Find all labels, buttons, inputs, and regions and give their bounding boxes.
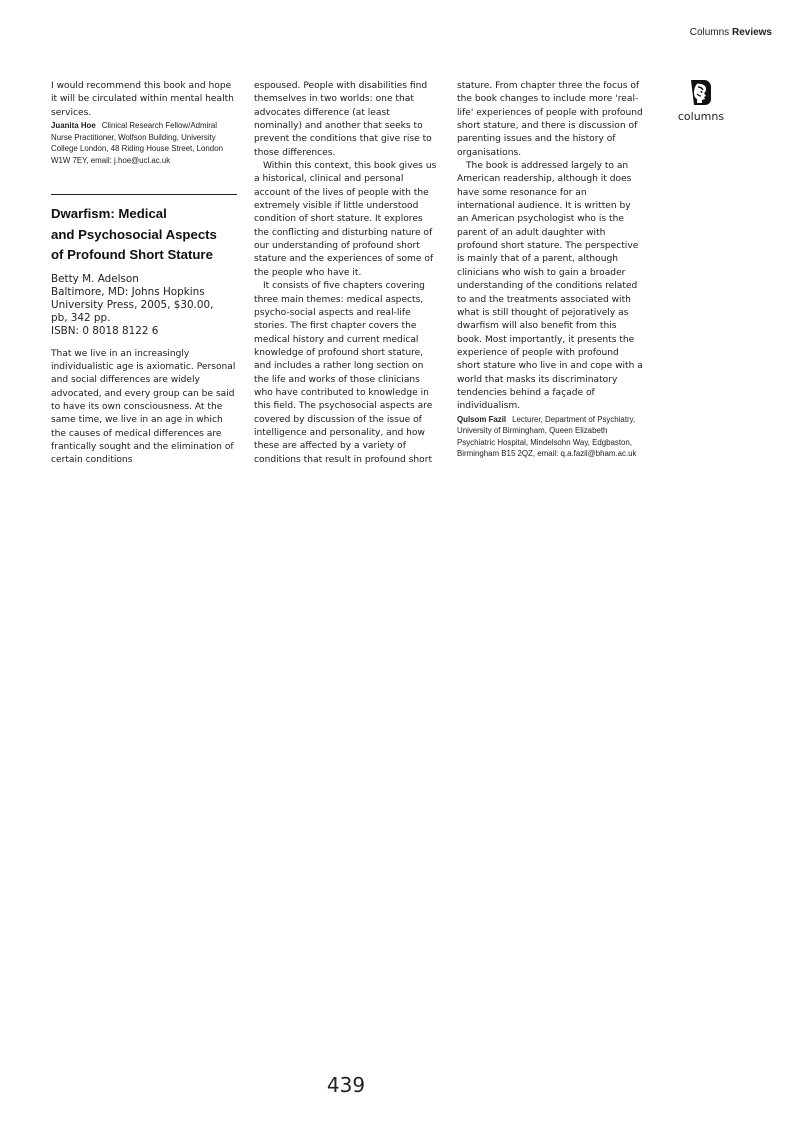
- review2-signature: [457, 414, 643, 460]
- review-paragraph-3-continued: stature. From chapter three the focus of the book changes to include more 'real-life' experiences of people with profound short stature, and there is discussion of parenting issues and the history of organisations.: [457, 81, 643, 158]
- review-paragraph-1-continued: espoused. People with disabilities find themselves in two worlds: one that advocates difference (at least nominally) and another that seeks to prevent the conditions that give rise to those differences.: [254, 81, 432, 158]
- columns-label: columns: [677, 110, 725, 123]
- columns-head-icon: [687, 77, 715, 107]
- review-paragraph-3: It consists of five chapters covering three main themes: medical aspects, psycho-social aspects and real-life stories. The first chapter covers the medical history and current medical knowledge of profound short stature, and includes a rather long section on the life and works of those clinicians who have contributed to knowledge in this field. The psychosocial aspects are covered by discussion of the issue of intelligence and personality, and how these are affected by a variety of conditions that result in profound short: [254, 281, 433, 465]
- book-title-line: of Profound Short Stature: [51, 247, 213, 263]
- review-divider: [51, 194, 237, 195]
- book-title-line: and Psychosocial Aspects: [51, 226, 217, 242]
- reviewer-details: Clinical Research Fellow/Admiral Nurse Practitioner, Wolfson Building, University College London, 48 Riding House Street, London W1W 7EY, email: j.hoe@ucl.ac.uk: [51, 121, 223, 165]
- book-publisher-line: University Press, 2005, $30.00,: [51, 298, 214, 311]
- running-head: [690, 27, 772, 38]
- book-title: [51, 204, 237, 266]
- text-column-3: [457, 80, 643, 460]
- page-number: 439: [326, 1073, 366, 1097]
- book-publisher-line: pb, 342 pp.: [51, 312, 111, 325]
- review-paragraph-1: That we live in an increasingly individualistic age is axiomatic. Personal and social differences are widely advocated, and every group can be said to have its own consciousness. At the same time, we live in an age in which the causes of medical differences are frantically sought and the elimination of certain conditions: [51, 348, 236, 466]
- book-isbn: ISBN: 0 8018 8122 6: [51, 325, 159, 338]
- columns-logo: [676, 77, 726, 123]
- reviewer-name: Qulsom Fazil: [457, 414, 507, 424]
- review1-signature: [51, 120, 237, 166]
- reviewer-details: Lecturer, Department of Psychiatry, University of Birmingham, Queen Elizabeth Psychiatric Hospital, Mindelsohn Way, Edgbaston, Birmingham B15 2QZ, email: q.a.fazil@bham.ac.uk: [457, 414, 637, 459]
- running-head-section: Columns: [689, 27, 730, 38]
- review-paragraph-4: The book is addressed largely to an American readership, although it does have some resonance for an international audience. It is written by an American psychologist who is the parent of an adult daughter with profound short stature. The perspective is mainly that of a parent, although clinicians who wish to gain a broader understanding of the conditions related to and the treatments associated with what is still thought of pejoratively as dwarfism will also benefit from this book. Most importantly, it presents the experience of people with profound short stature who live in and cope with a world that masks its discriminatory tendencies behind a façade of individualism.: [457, 161, 643, 412]
- review1-closing-paragraph: I would recommend this book and hope it will be circulated within mental health services.: [51, 81, 234, 118]
- text-column-2: [254, 80, 440, 467]
- book-publisher-line: Baltimore, MD: Johns Hopkins: [51, 285, 205, 298]
- book-title-line: Dwarfism: Medical: [51, 206, 167, 222]
- book-details: [51, 273, 237, 339]
- running-head-column: Reviews: [731, 27, 772, 38]
- text-column-1: [51, 80, 237, 468]
- review-paragraph-2: Within this context, this book gives us a historical, clinical and personal account of the lives of people with the extremely visible if little understood condition of short stature. It explores the conflicting and disturbing nature of our understanding of profound short stature and the experiences of some of the people who have it.: [254, 161, 437, 278]
- book-author: Betty M. Adelson: [51, 272, 139, 285]
- reviewer-name: Juanita Hoe: [51, 121, 96, 131]
